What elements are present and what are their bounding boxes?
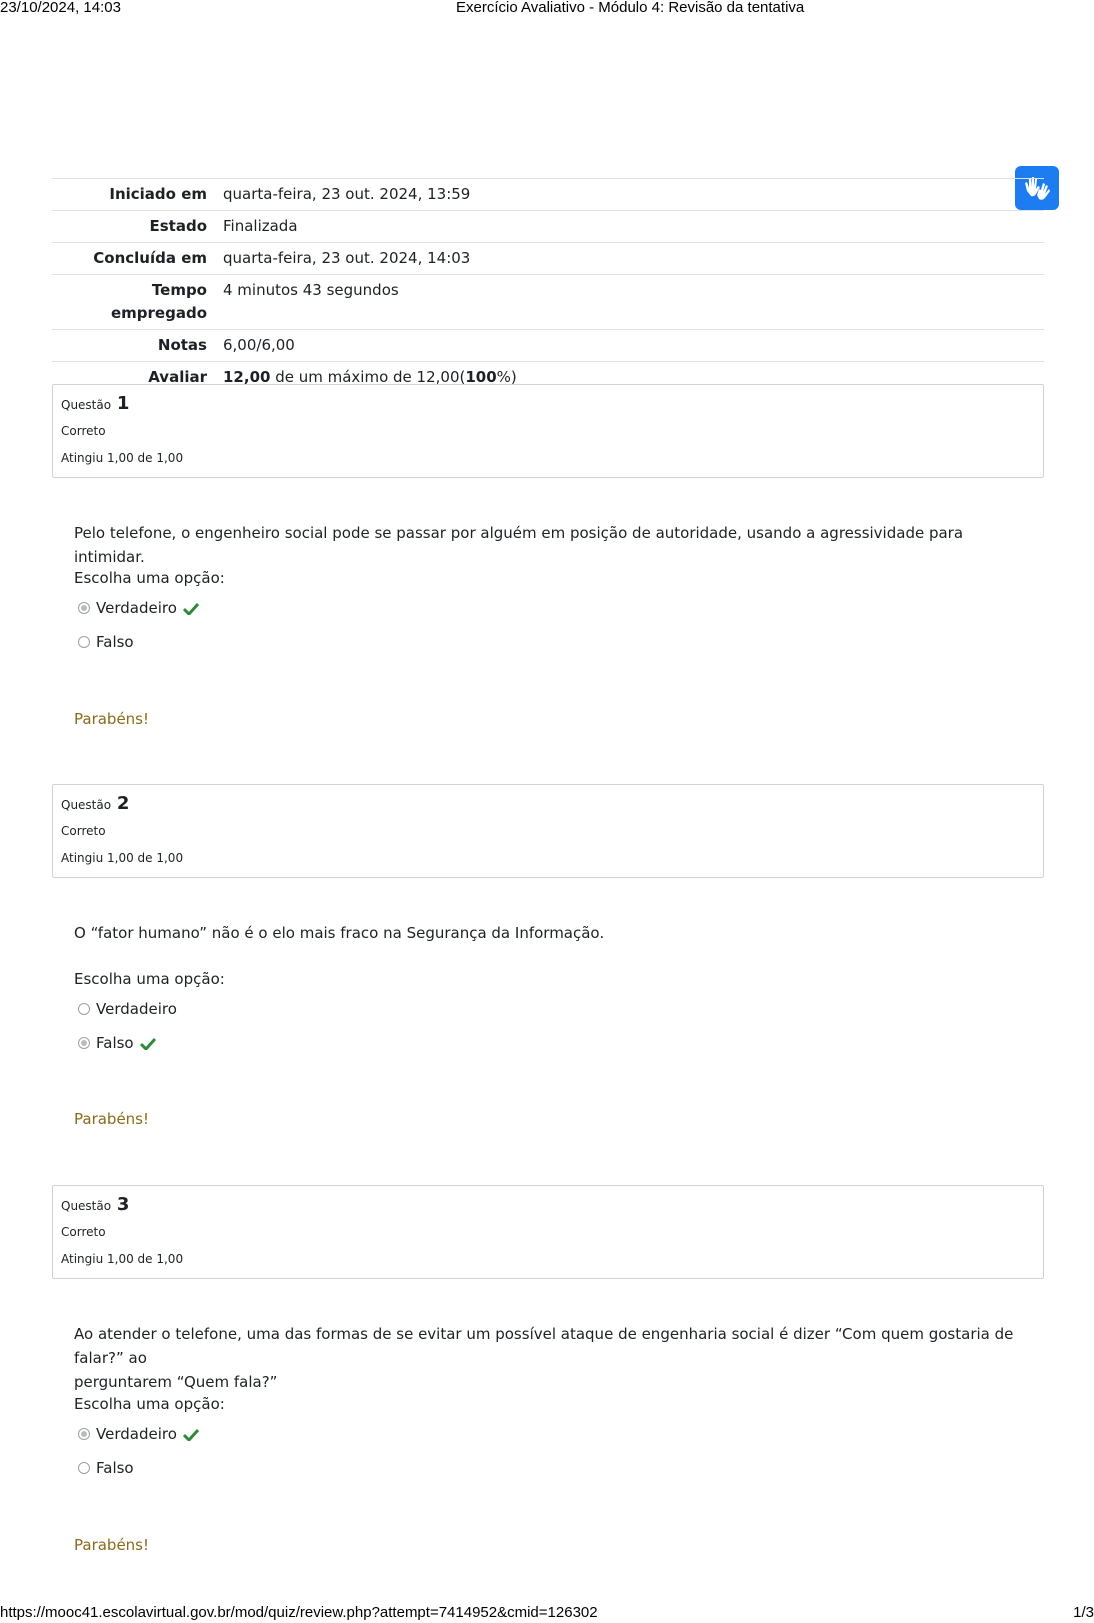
question-mark: Atingiu 1,00 de 1,00 [61,1252,184,1266]
grade-score: 12,00 [223,368,271,386]
question-number [61,393,129,414]
answer-option[interactable] [78,597,199,619]
completed-value: quarta-feira, 23 out. 2024, 14:03 [223,249,471,267]
answer-prompt: Escolha uma opção: [74,569,225,587]
question-label: Questão [61,398,112,412]
question-text-line-2: perguntarem “Quem fala?” [74,1373,278,1391]
attempt-summary-table [52,178,1044,393]
radio-unselected[interactable] [78,1003,90,1015]
correct-check-icon [140,1037,156,1050]
radio-unselected[interactable] [78,636,90,648]
question-text-line-1: Ao atender o telefone, uma das formas de se evitar um possível ataque de engenharia social é dizer “Com quem gostaria de falar?” ao [74,1325,1014,1367]
question-number [61,1194,129,1215]
answer-label: Falso [96,633,134,651]
marks-label: Notas [157,336,207,354]
question-state: Correto [61,424,106,438]
summary-row-completed [52,243,1044,275]
print-footer [0,1604,1094,1622]
answer-label: Falso [96,1034,134,1052]
print-page-number: 1/3 [1073,1604,1094,1621]
question-state: Correto [61,1225,106,1239]
question-mark: Atingiu 1,00 de 1,00 [61,851,184,865]
marks-value: 6,00/6,00 [223,336,295,354]
question-number [61,793,129,814]
print-header [0,0,1094,18]
question-info-box [52,384,1044,478]
state-value: Finalizada [223,217,298,235]
time-label-line-1: Tempo [151,281,207,299]
grade-end: %) [496,368,517,386]
time-value: 4 minutos 43 segundos [223,281,399,299]
question-info-box [52,1185,1044,1279]
answer-option[interactable] [78,1457,134,1479]
answer-option[interactable] [78,998,177,1020]
feedback-text: Parabéns! [74,1536,150,1554]
question-text-line-1: Pelo telefone, o engenheiro social pode se passar por alguém em posição de autoridade, usando a agressividade para intimidar. [74,524,964,566]
summary-row-marks [52,330,1044,362]
question-text [74,521,1034,569]
answer-option[interactable] [78,631,134,653]
radio-unselected[interactable] [78,1462,90,1474]
question-info-box [52,784,1044,878]
question-num: 1 [116,393,130,414]
time-label [52,275,217,330]
completed-label: Concluída em [93,249,207,267]
question-text [74,921,1034,945]
question-label: Questão [61,1199,112,1213]
started-value: quarta-feira, 23 out. 2024, 13:59 [223,185,471,203]
print-url: https://mooc41.escolavirtual.gov.br/mod/quiz/review.php?attempt=7414952&cmid=126302 [0,1604,598,1621]
state-label: Estado [149,217,207,235]
answer-option[interactable] [78,1032,156,1054]
question-state: Correto [61,824,106,838]
answer-label: Verdadeiro [96,1425,177,1443]
time-label-line-2: empregado [110,304,207,322]
answer-prompt: Escolha uma opção: [74,1395,225,1413]
question-num: 3 [116,1194,130,1215]
grade-percent: 100 [465,368,497,386]
print-date: 23/10/2024, 14:03 [0,0,121,16]
feedback-text: Parabéns! [74,710,150,728]
summary-row-started [52,179,1044,211]
correct-check-icon [183,1428,199,1441]
print-title: Exercício Avaliativo - Módulo 4: Revisão da tentativa [456,0,805,16]
correct-check-icon [183,602,199,615]
question-mark: Atingiu 1,00 de 1,00 [61,451,184,465]
answer-prompt: Escolha uma opção: [74,970,225,988]
radio-selected[interactable] [78,1428,90,1440]
radio-selected[interactable] [78,602,90,614]
answer-label: Verdadeiro [96,599,177,617]
answer-label: Verdadeiro [96,1000,177,1018]
answer-label: Falso [96,1459,134,1477]
grade-label: Avaliar [148,368,207,386]
radio-selected[interactable] [78,1037,90,1049]
summary-row-time [52,275,1044,330]
question-text [74,1322,1034,1394]
question-text-line-1: O “fator humano” não é o elo mais fraco na Segurança da Informação. [74,924,605,942]
started-label: Iniciado em [109,185,207,203]
question-label: Questão [61,798,112,812]
feedback-text: Parabéns! [74,1110,150,1128]
summary-row-state [52,211,1044,243]
question-num: 2 [116,793,130,814]
answer-option[interactable] [78,1423,199,1445]
grade-mid: de um máximo de 12,00( [270,368,466,386]
